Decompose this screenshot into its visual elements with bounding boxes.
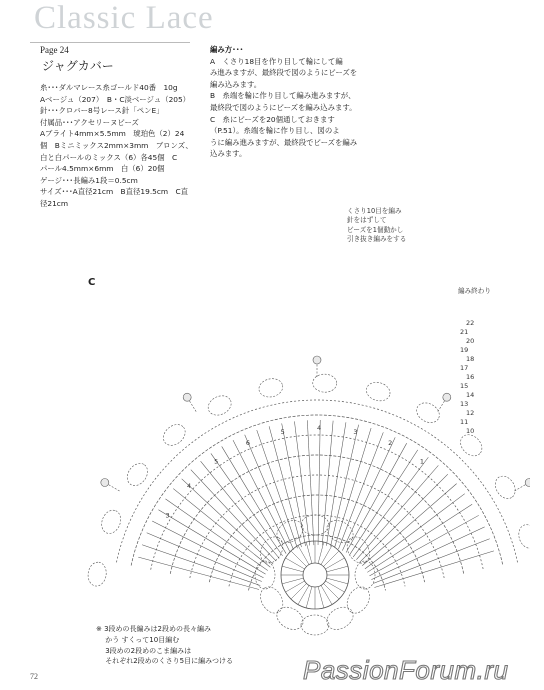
row-number: 19 — [460, 346, 469, 354]
row-number: 20 — [466, 337, 475, 345]
bead — [525, 479, 530, 487]
picot-loop — [205, 392, 234, 419]
method-line: 編み込みます。 — [210, 79, 262, 89]
chain-row-arc — [229, 515, 405, 586]
picot-loop — [413, 399, 443, 427]
project-title: ジャグカバー — [42, 59, 114, 73]
footnote-line: それぞれ2段めのくさり5目に編みつける — [96, 657, 233, 666]
motif-spoke — [298, 546, 309, 565]
footnote-line: かう すくって10目編む — [96, 635, 180, 644]
chain-row-arc — [131, 415, 503, 565]
picot-loop — [87, 561, 108, 587]
stitch-spoke — [322, 421, 333, 546]
stitch-spoke — [201, 461, 280, 558]
picot-loop — [257, 377, 284, 400]
chain-row-arc — [170, 455, 463, 574]
picot-loop — [312, 374, 337, 393]
method-lines — [210, 56, 380, 160]
row-number: 17 — [460, 364, 469, 372]
motif-spoke — [282, 566, 303, 572]
materials-line: 個 Bミニミックス2mm×3mm ブロンズ、 — [40, 140, 193, 150]
row-number: 15 — [460, 382, 469, 390]
chain-row-arc — [190, 475, 444, 578]
picot-loop — [123, 460, 152, 490]
materials-line: 径21cm — [40, 198, 69, 208]
motif-spoke — [306, 542, 312, 563]
motif-spoke — [318, 542, 324, 563]
method-line: 最終段で図のようにビーズを編み込みます。 — [210, 102, 357, 112]
stitch-spoke — [359, 474, 447, 562]
chain-row-arc — [249, 535, 386, 590]
stitch-spoke — [373, 539, 490, 584]
stitch-spoke — [339, 432, 384, 549]
row-number: 10 — [466, 427, 475, 435]
chart-note-line: 引き抜き編みをする — [347, 235, 407, 244]
motif-spoke — [282, 578, 303, 584]
motif-center — [303, 563, 327, 587]
motif-petal — [355, 561, 375, 589]
chart-label: C — [88, 277, 96, 288]
row-number: 13 — [460, 400, 469, 408]
materials-line: 付属品･･･アクセリーヌビーズ — [40, 117, 139, 127]
watermark-logo: PassionForum.ru — [303, 655, 509, 685]
method-line: み進みますが、最終段で図のようにビーズを — [210, 68, 358, 78]
row-number: 14 — [466, 391, 475, 399]
materials-line: Aベージュ（207） B・C淡ベージュ（205） — [40, 94, 191, 104]
footnote — [96, 624, 233, 667]
chart-note-line: 針をはずして — [347, 216, 387, 225]
method-line: 込みます。 — [210, 149, 247, 159]
method-line: （P.51）。糸端を輪に作り目し、図のよ — [210, 126, 340, 136]
materials-line: Aブライト4mm×5.5mm 琥珀色（2）24 — [40, 129, 185, 139]
motif-spoke — [291, 583, 307, 599]
stitch-spoke — [356, 465, 438, 559]
motif-spoke — [321, 546, 332, 565]
picot-loop — [159, 420, 189, 449]
bead — [313, 356, 321, 364]
picot-loop — [491, 472, 519, 502]
method-block — [210, 44, 380, 160]
header-title: Classic Lace — [34, 0, 214, 36]
materials-line: 糸･･･ダルマレース糸ゴールド40番 10g — [40, 83, 178, 92]
method-line: うに編み進みますが、最終段でビーズを編み — [210, 137, 358, 147]
bead — [101, 479, 109, 487]
row-number: 18 — [466, 355, 475, 363]
header-divider — [30, 42, 190, 43]
stitch-spoke — [330, 425, 358, 547]
motif-spoke — [323, 551, 339, 567]
stitch-spoke — [307, 420, 314, 545]
stitch-spoke — [211, 453, 283, 555]
row-number: 12 — [466, 409, 475, 417]
crochet-diagram — [40, 220, 530, 660]
motif-spoke — [298, 585, 309, 604]
row-number: 11 — [460, 418, 469, 426]
row-number: 5 — [280, 427, 285, 436]
stitch-spoke — [257, 427, 298, 548]
materials-line: サイズ･･･A直径21cm B直径19.5cm C直 — [40, 187, 189, 197]
stitch-spoke — [326, 422, 346, 545]
row-number: 2 — [388, 439, 393, 448]
bead — [183, 393, 191, 401]
row-number: 5 — [214, 457, 219, 466]
page-number: 72 — [30, 672, 38, 681]
method-line: A くさり18目を作り目して輪にして編 — [210, 56, 343, 66]
materials-line: 白と白パールのミックス（6）各45個 C — [40, 152, 178, 162]
motif-petal — [301, 515, 329, 535]
stitch-spoke — [362, 484, 456, 566]
method-line: B 糸端を輪に作り目して編み進みますが、 — [210, 91, 356, 101]
stitch-spoke — [342, 437, 395, 550]
row-number: 22 — [466, 319, 475, 327]
motif-spoke — [325, 558, 344, 569]
chart-note-end: 編み終わり — [458, 287, 491, 295]
row-number: 21 — [460, 328, 469, 336]
materials-block — [40, 82, 200, 210]
row-number: 3 — [165, 511, 170, 520]
motif-spoke — [306, 587, 312, 608]
chain-row-arc — [209, 495, 424, 582]
picot-loop — [364, 380, 392, 404]
stitch-spoke — [318, 420, 320, 545]
row-number: 6 — [245, 439, 250, 448]
materials-line: 針･･･クロバー8号レース針「ペンE」 — [40, 106, 164, 116]
picot-loop — [98, 507, 124, 536]
motif-spoke — [321, 585, 332, 604]
method-line: C 糸にビーズを20個通しておきます — [210, 114, 335, 124]
page-reference: Page 24 — [40, 45, 69, 55]
chart-note-line: ビーズを1個動かし — [347, 225, 404, 234]
stitch-spoke — [269, 426, 301, 547]
row-number: 16 — [466, 373, 475, 381]
motif-spoke — [286, 581, 305, 592]
motif-spoke — [327, 578, 348, 584]
motif-spoke — [327, 566, 348, 572]
method-heading: 編み方･･･ — [210, 45, 244, 54]
stitch-spoke — [371, 527, 484, 580]
footnote-line: ※ 3段めの長編みは2段めの長々編み — [96, 625, 211, 633]
row-number: 4 — [186, 481, 192, 490]
row-number: 4 — [317, 424, 322, 432]
stitch-spoke — [142, 545, 260, 586]
stitch-spoke — [173, 489, 270, 568]
motif-spoke — [318, 587, 324, 608]
footnote-line: 3段めの2段めのこま編みは — [96, 646, 192, 655]
picot-loop — [516, 522, 530, 550]
materials-line: パール4.5mm×6mm 白（6）20個 — [40, 164, 165, 174]
motif-spoke — [291, 551, 307, 567]
motif-petal — [301, 615, 329, 635]
row-number: 3 — [353, 427, 358, 436]
motif-spoke — [323, 583, 339, 599]
motif-spoke — [325, 581, 344, 592]
chart-note-line: くさり10目を編み — [347, 207, 402, 215]
row-number: 1 — [419, 457, 425, 466]
stitch-spoke — [138, 557, 259, 589]
motif-spoke — [286, 558, 305, 569]
materials-line: ゲージ･･･長編み1段＝0.5cm — [40, 175, 138, 185]
bead — [443, 393, 451, 401]
